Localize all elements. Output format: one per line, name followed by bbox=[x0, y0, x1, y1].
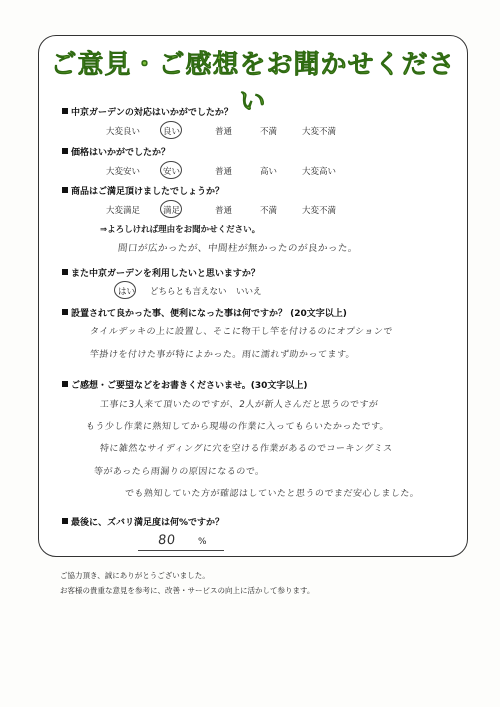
footer-thanks: ご協力頂き、誠にありがとうございました。 bbox=[60, 571, 210, 580]
square-bullet-icon bbox=[62, 269, 68, 275]
question-4-label: また中京ガーデンを利用したいと思いますか？ bbox=[71, 269, 260, 279]
square-bullet-icon bbox=[62, 187, 68, 193]
square-bullet-icon bbox=[62, 309, 68, 315]
selected-circle-mark bbox=[160, 161, 182, 179]
selected-circle-mark bbox=[114, 281, 136, 299]
question-6 bbox=[62, 378, 307, 391]
question-1-label: 中京ガーデンの対応はいかがでしたか？ bbox=[71, 108, 233, 118]
q1-option-5[interactable]: 大変不満 bbox=[302, 127, 337, 137]
square-bullet-icon bbox=[62, 518, 68, 524]
question-2 bbox=[62, 145, 170, 158]
question-1 bbox=[62, 105, 233, 118]
q3-option-3[interactable]: 普通 bbox=[215, 206, 233, 216]
question-3-label: 商品はご満足頂けましたでしょうか？ bbox=[71, 187, 225, 197]
q5-answer-line-2[interactable]: 竿掛けを付けた事が特によかった。雨に濡れず助かってます。 bbox=[89, 350, 356, 360]
q2-option-4[interactable]: 高い bbox=[260, 167, 278, 177]
q6-answer-line-1[interactable]: 工事に3人来て頂いたのですが、2人が新人さんだと思うのですが bbox=[99, 400, 379, 410]
question-7 bbox=[62, 515, 224, 528]
q1-option-3[interactable]: 普通 bbox=[215, 127, 233, 137]
q4-option-3[interactable]: いいえ bbox=[236, 287, 262, 297]
q1-option-4[interactable]: 不満 bbox=[260, 127, 278, 137]
q4-option-1[interactable]: はい bbox=[118, 287, 136, 297]
square-bullet-icon bbox=[62, 108, 68, 114]
satisfaction-underline bbox=[138, 550, 224, 551]
question-2-label: 価格はいかがでしたか？ bbox=[71, 148, 171, 158]
q2-option-3[interactable]: 普通 bbox=[215, 167, 233, 177]
q2-option-1[interactable]: 大変安い bbox=[106, 167, 141, 177]
question-3 bbox=[62, 184, 224, 197]
q3-option-2[interactable]: 満足 bbox=[163, 206, 181, 216]
square-bullet-icon bbox=[62, 148, 68, 154]
selected-circle-mark bbox=[160, 121, 182, 139]
q1-option-2[interactable]: 良い bbox=[163, 127, 181, 137]
q3-option-5[interactable]: 大変不満 bbox=[302, 206, 337, 216]
q6-answer-line-2[interactable]: もう少し作業に熟知してから現場の作業に入ってもらいたかったです。 bbox=[85, 422, 390, 432]
q3-option-1[interactable]: 大変満足 bbox=[106, 206, 141, 216]
q2-option-5[interactable]: 大変高い bbox=[302, 167, 337, 177]
question-6-label: ご感想・ご要望などをお書きくださいませ。(30文字以上) bbox=[71, 381, 308, 391]
q5-answer-line-1[interactable]: タイルデッキの上に設置し、そこに物干し竿を付けるのにオプションで bbox=[89, 327, 394, 337]
satisfaction-value[interactable]: 80 bbox=[157, 533, 177, 548]
question-4 bbox=[62, 266, 260, 279]
question-5-label: 設置されて良かった事、便利になった事は何ですか？ (20文字以上) bbox=[71, 309, 347, 319]
question-5 bbox=[62, 306, 347, 319]
q3-reason-prompt: ⇒よろしければ理由をお聞かせください。 bbox=[100, 225, 261, 235]
footer-note: お客様の貴重な意見を参考に、改善・サービスの向上に活かして参ります。 bbox=[60, 586, 315, 595]
q6-answer-line-3[interactable]: 特に雑然なサイディングに穴を空ける作業があるのでコーキングミス bbox=[99, 444, 394, 454]
q6-answer-line-5[interactable]: でも熟知していた方が確認はしていたと思うのでまだ安心しました。 bbox=[124, 489, 420, 499]
square-bullet-icon bbox=[62, 381, 68, 387]
survey-title: ご意見・ご感想をお聞かせください bbox=[50, 50, 456, 117]
q1-option-1[interactable]: 大変良い bbox=[106, 127, 141, 137]
q3-option-4[interactable]: 不満 bbox=[260, 206, 278, 216]
q4-option-2[interactable]: どちらとも言えない bbox=[150, 287, 227, 297]
selected-circle-mark bbox=[160, 200, 182, 218]
q3-handwritten-answer[interactable]: 間口が広かったが、中間柱が無かったのが良かった。 bbox=[117, 243, 359, 254]
q6-answer-line-4[interactable]: 等があったら雨漏りの原因になるので。 bbox=[93, 467, 266, 477]
question-7-label: 最後に、ズバリ満足度は何%ですか？ bbox=[71, 518, 225, 528]
percent-unit: % bbox=[198, 537, 207, 547]
q2-option-2[interactable]: 安い bbox=[163, 167, 181, 177]
